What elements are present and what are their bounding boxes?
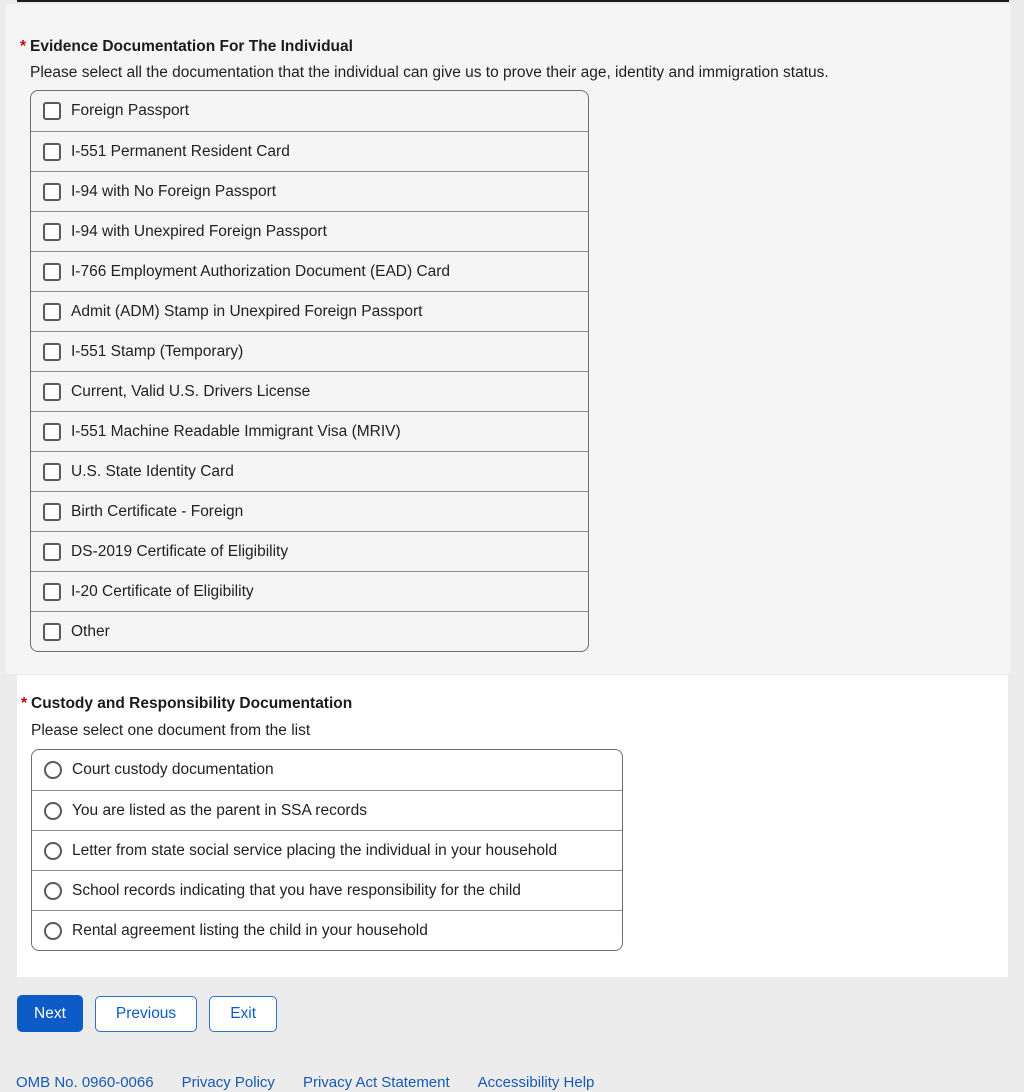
checkbox-option-row[interactable]	[31, 571, 588, 611]
radio-option-label: Court custody documentation	[72, 761, 274, 778]
checkbox-icon[interactable]	[43, 143, 61, 161]
radio-icon[interactable]	[44, 761, 62, 779]
footer-link[interactable]: OMB No. 0960-0066	[16, 1074, 154, 1091]
radio-option-label: Rental agreement listing the child in your household	[72, 921, 428, 939]
checkbox-option-label: I-551 Machine Readable Immigrant Visa (MRIV)	[71, 422, 401, 440]
radio-option-row[interactable]	[32, 750, 622, 790]
footer-link[interactable]: Privacy Act Statement	[302, 1074, 450, 1091]
checkbox-option-label: DS-2019 Certificate of Eligibility	[71, 542, 289, 560]
radio-option-row[interactable]	[32, 910, 622, 950]
evidence-section-subtitle: Please select all the documentation that the individual can give us to prove their age, identity and immigration status.	[30, 64, 829, 81]
evidence-section-title: Evidence Documentation For The Individual	[30, 38, 353, 55]
radio-icon[interactable]	[44, 842, 62, 860]
checkbox-option-row[interactable]	[31, 531, 588, 571]
radio-option-row[interactable]	[32, 830, 622, 870]
required-asterisk: *	[21, 695, 28, 712]
custody-radio-list	[31, 749, 623, 951]
checkbox-option-label: I-20 Certificate of Eligibility	[71, 582, 254, 600]
evidence-section-header	[20, 38, 353, 56]
checkbox-option-row[interactable]	[31, 291, 588, 331]
radio-icon[interactable]	[44, 882, 62, 900]
checkbox-option-row[interactable]	[31, 411, 588, 451]
required-asterisk: *	[20, 38, 27, 55]
radio-option-label: You are listed as the parent in SSA records	[72, 801, 367, 819]
radio-option-label: Letter from state social service placing the individual in your household	[72, 841, 558, 859]
checkbox-icon[interactable]	[43, 463, 61, 481]
checkbox-icon[interactable]	[43, 343, 61, 361]
checkbox-option-label: I-94 with Unexpired Foreign Passport	[71, 222, 327, 240]
checkbox-option-row[interactable]	[31, 251, 588, 291]
checkbox-icon[interactable]	[43, 383, 61, 401]
radio-icon[interactable]	[44, 802, 62, 820]
checkbox-option-row[interactable]	[31, 171, 588, 211]
checkbox-icon[interactable]	[43, 263, 61, 281]
checkbox-option-label: Birth Certificate - Foreign	[71, 502, 244, 520]
checkbox-icon[interactable]	[43, 623, 61, 641]
footer-link[interactable]: Accessibility Help	[477, 1074, 595, 1091]
checkbox-option-row[interactable]	[31, 131, 588, 171]
checkbox-option-label: Admit (ADM) Stamp in Unexpired Foreign Passport	[71, 302, 423, 320]
checkbox-icon[interactable]	[43, 503, 61, 521]
previous-button[interactable]: Previous	[95, 996, 197, 1032]
checkbox-option-row[interactable]	[31, 611, 588, 651]
checkbox-icon[interactable]	[43, 102, 61, 120]
checkbox-option-row[interactable]	[31, 491, 588, 531]
custody-documentation-section	[17, 675, 1008, 977]
previous-section-divider	[17, 0, 1009, 2]
checkbox-option-row[interactable]	[31, 451, 588, 491]
checkbox-option-label: I-551 Permanent Resident Card	[71, 142, 290, 160]
next-button[interactable]: Next	[17, 995, 83, 1032]
custody-section-title: Custody and Responsibility Documentation	[31, 695, 353, 712]
checkbox-option-row[interactable]	[31, 211, 588, 251]
form-action-buttons	[17, 995, 277, 1032]
evidence-documentation-section	[6, 4, 1010, 674]
checkbox-icon[interactable]	[43, 223, 61, 241]
checkbox-option-label: I-94 with No Foreign Passport	[71, 182, 277, 200]
radio-icon[interactable]	[44, 922, 62, 940]
custody-section-subtitle: Please select one document from the list	[31, 722, 311, 739]
exit-button[interactable]: Exit	[209, 996, 277, 1032]
checkbox-option-label: Other	[71, 622, 110, 640]
checkbox-icon[interactable]	[43, 583, 61, 601]
custody-section-header	[21, 695, 352, 713]
checkbox-option-label: U.S. State Identity Card	[71, 462, 234, 480]
checkbox-icon[interactable]	[43, 183, 61, 201]
footer-link[interactable]: Privacy Policy	[181, 1074, 275, 1091]
radio-option-row[interactable]	[32, 870, 622, 910]
checkbox-option-label: I-551 Stamp (Temporary)	[71, 342, 244, 360]
radio-option-label: School records indicating that you have responsibility for the child	[72, 881, 521, 899]
evidence-checkbox-list	[30, 90, 589, 652]
checkbox-option-row[interactable]	[31, 331, 588, 371]
checkbox-option-label: Foreign Passport	[71, 102, 190, 119]
checkbox-icon[interactable]	[43, 423, 61, 441]
checkbox-icon[interactable]	[43, 543, 61, 561]
checkbox-option-row[interactable]	[31, 91, 588, 131]
checkbox-option-label: I-766 Employment Authorization Document (EAD) Card	[71, 262, 451, 280]
checkbox-icon[interactable]	[43, 303, 61, 321]
checkbox-option-row[interactable]	[31, 371, 588, 411]
radio-option-row[interactable]	[32, 790, 622, 830]
footer-links	[16, 1074, 594, 1091]
checkbox-option-label: Current, Valid U.S. Drivers License	[71, 382, 311, 400]
